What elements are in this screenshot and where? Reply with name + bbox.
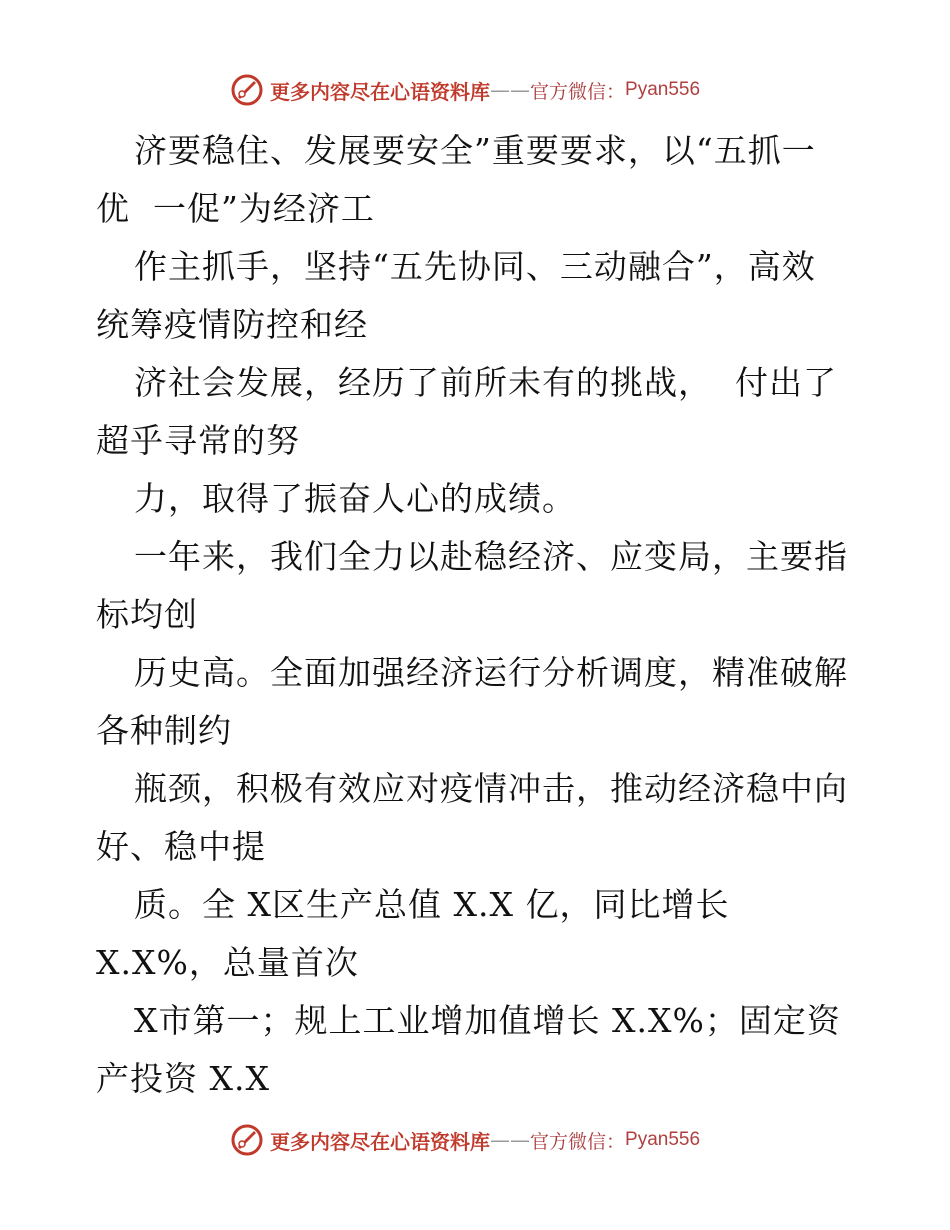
text-line: 好、稳中提	[96, 827, 266, 866]
banner-wechat-label: 官方微信：	[530, 80, 626, 103]
text-line: 统筹疫情防控和经	[96, 305, 368, 344]
text-line: 优 一促”为经济工	[96, 189, 375, 228]
text-line: 作主抓手，坚持“五先协同、三动融合”，高效	[134, 247, 816, 286]
banner-wechat-label: 官方微信：	[530, 1130, 626, 1153]
text-line: 一年来，我们全力以赴稳经济、应变局，主要指	[134, 537, 848, 576]
text-line: X.X%，总量首次	[96, 943, 359, 982]
text-line: 各种制约	[96, 711, 232, 750]
banner-separator: ——	[490, 1128, 530, 1152]
banner-title: 更多内容尽在心语资料库	[270, 79, 490, 104]
banner-separator: ——	[490, 78, 530, 102]
text-line: 历史高。全面加强经济运行分析调度，精准破解	[134, 653, 848, 692]
text-line: 质。全 X区生产总值 X.X 亿，同比增长	[134, 885, 730, 924]
banner-wechat-id: Pyan556	[625, 1129, 701, 1150]
text-line: 济社会发展，经历了前所未有的挑战， 付出了	[134, 363, 837, 402]
footer-banner	[230, 1120, 750, 1160]
text-line: X市第一；规上工业增加值增长 X.X%；固定资	[134, 1001, 841, 1040]
quill-pen-logo-icon	[230, 73, 264, 107]
text-line: 力，取得了振奋人心的成绩。	[134, 479, 576, 518]
text-line: 济要稳住、发展要安全”重要要求，以“五抓一	[134, 131, 816, 170]
body-text	[96, 122, 856, 1108]
text-line: 超乎寻常的努	[96, 421, 300, 460]
quill-pen-logo-icon	[230, 1123, 264, 1157]
text-line: 产投资 X.X	[96, 1059, 270, 1098]
banner-wechat-id: Pyan556	[625, 79, 701, 100]
banner-title: 更多内容尽在心语资料库	[270, 1129, 490, 1154]
text-line: 标均创	[96, 595, 198, 634]
text-line: 瓶颈，积极有效应对疫情冲击，推动经济稳中向	[134, 769, 848, 808]
header-banner	[230, 70, 750, 110]
